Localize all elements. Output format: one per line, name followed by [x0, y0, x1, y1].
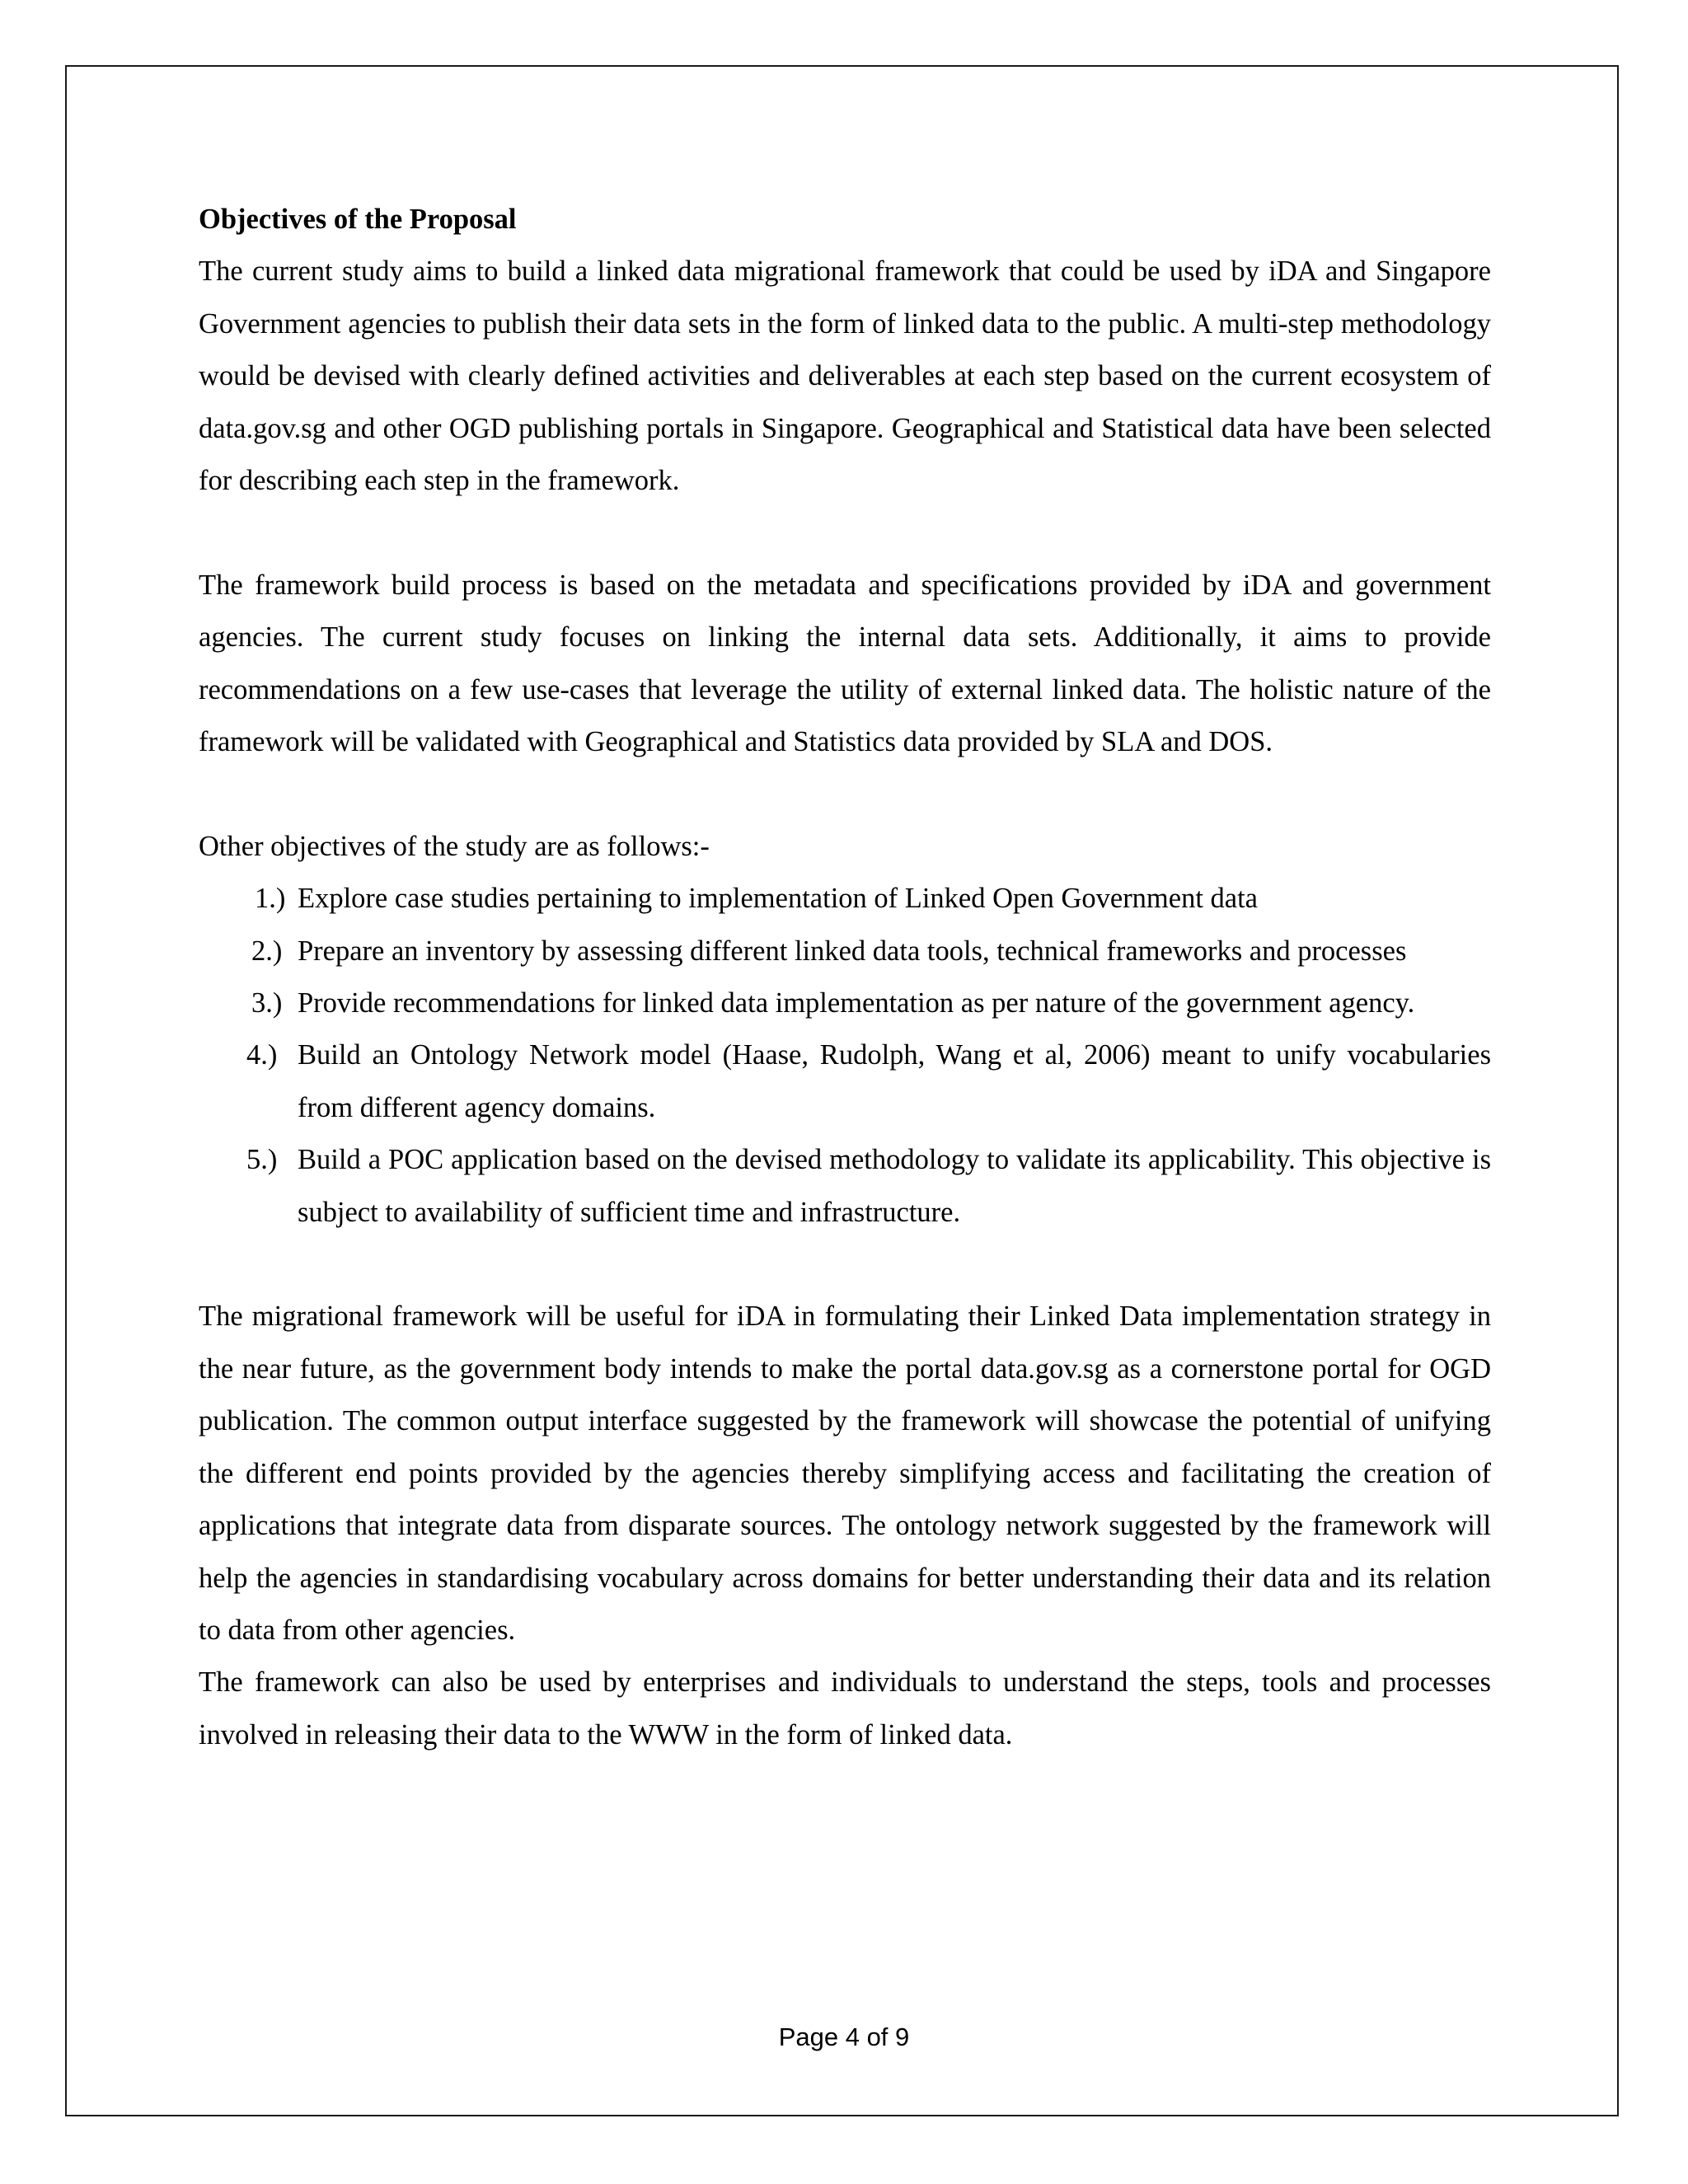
objective-item: [199, 926, 1491, 977]
objective-number: 2.): [251, 935, 283, 967]
section-heading: Objectives of the Proposal: [199, 204, 517, 235]
migration-paragraph: The migrational framework will be useful for iDA in formulating their Linked Data implementation strategy in the near future, as the government body intends to make the portal data.gov.sg as a cornerstone portal for OGD publication. The common output interface suggested by the framework will showcase the potential of unifying the different end points provided by the agencies thereby simplifying access and facilitating the creation of applications that integrate data from disparate sources. The ontology network suggested by the framework will help the agencies in standardising vocabulary across domains for better understanding their data and its relation to data from other agencies.: [199, 1301, 1491, 1646]
objective-text: Provide recommendations for linked data implementation as per nature of the government agency.: [298, 987, 1415, 1019]
objective-item: [199, 1029, 1491, 1134]
objective-item: [199, 1134, 1491, 1239]
page-number: Page 4 of 9: [778, 2022, 910, 2051]
objective-text: Build a POC application based on the devised methodology to validate its applicability. This objective is subject to availability of sufficient time and infrastructure.: [298, 1144, 1491, 1228]
objective-number: 1.): [255, 883, 286, 915]
objective-item: [199, 977, 1491, 1029]
objective-number: 5.): [246, 1144, 278, 1176]
objective-item: [199, 873, 1491, 925]
objective-number: 4.): [246, 1039, 278, 1071]
objective-text: Build an Ontology Network model (Haase, Rudolph, Wang et al, 2006) meant to unify vocabularies from different agency domains.: [298, 1039, 1491, 1123]
list-intro: Other objectives of the study are as follows:-: [199, 830, 710, 862]
objectives-list: [199, 873, 1491, 1239]
usage-paragraph: The framework can also be used by enterprises and individuals to understand the steps, tools and processes involved in releasing their data to the WWW in the form of linked data.: [199, 1666, 1491, 1750]
intro-paragraph: The current study aims to build a linked data migrational framework that could be used by iDA and Singapore Government agencies to publish their data sets in the form of linked data to the public. A multi-step methodology would be devised with clearly defined activities and deliverables at each step based on the current ecosystem of data.gov.sg and other OGD publishing portals in Singapore. Geographical and Statistical data have been selected for describing each step in the framework.: [199, 255, 1491, 497]
paragraph-spacer: [199, 768, 1491, 820]
document-body: [199, 194, 1491, 1761]
paragraph-spacer: [199, 507, 1491, 559]
framework-paragraph: The framework build process is based on the metadata and specifications provided by iDA and government agencies. The current study focuses on linking the internal data sets. Additionally, it aims to provide recommendations on a few use-cases that leverage the utility of external linked data. The holistic nature of the framework will be validated with Geographical and Statistics data provided by SLA and DOS.: [199, 569, 1491, 758]
paragraph-spacer: [199, 1239, 1491, 1291]
objective-number: 3.): [251, 987, 283, 1019]
objective-text: Prepare an inventory by assessing different linked data tools, technical frameworks and processes: [298, 935, 1407, 967]
objective-text: Explore case studies pertaining to implementation of Linked Open Government data: [298, 883, 1258, 915]
